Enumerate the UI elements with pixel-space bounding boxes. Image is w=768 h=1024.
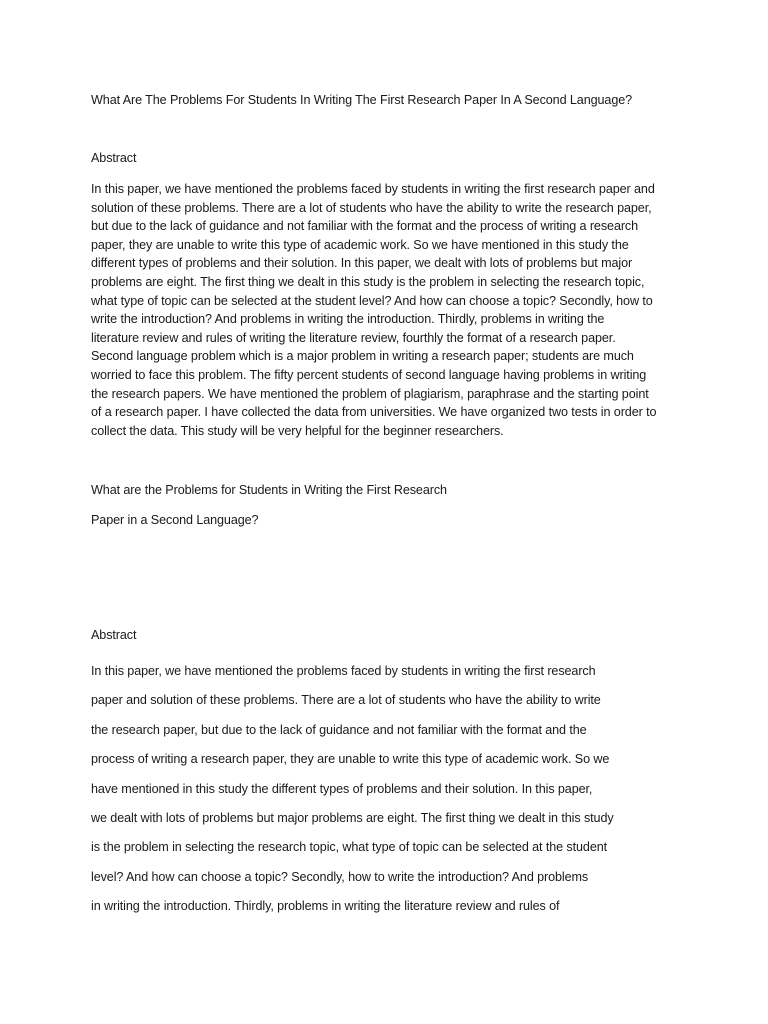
paragraph-line: of a research paper. I have collected the data from universities. We have organized two tests in order to xyxy=(91,405,657,420)
paragraph-line: level? And how can choose a topic? Secondly, how to write the introduction? And problems xyxy=(91,869,589,884)
paragraph-line: solution of these problems. There are a lot of students who have the ability to write the research paper, xyxy=(91,200,652,215)
paragraph-line: we dealt with lots of problems but major problems are eight. The first thing we dealt in this study xyxy=(91,811,614,826)
paragraph-line: In this paper, we have mentioned the problems faced by students in writing the first research xyxy=(91,664,596,678)
paragraph-line: write the introduction? And problems in writing the introduction. Thirdly, problems in writing the xyxy=(91,312,605,327)
abstract-heading: Abstract xyxy=(91,151,137,165)
abstract-heading: Abstract xyxy=(91,628,137,642)
document-title: What Are The Problems For Students In Writing The First Research Paper In A Second Language? xyxy=(91,93,633,107)
section-title-line: Paper in a Second Language? xyxy=(91,513,259,527)
paragraph-line: worried to face this problem. The fifty percent students of second language having problems in writing xyxy=(91,367,647,382)
paragraph-line: Second language problem which is a major problem in writing a research paper; students are much xyxy=(91,349,634,364)
paragraph-line: paper and solution of these problems. There are a lot of students who have the ability to write xyxy=(91,693,601,708)
paragraph-line: but due to the lack of guidance and not familiar with the format and the process of writing a research xyxy=(91,219,639,234)
paragraph-line: paper, they are unable to write this type of academic work. So we have mentioned in this study the xyxy=(91,237,629,252)
paragraph-line: process of writing a research paper, they are unable to write this type of academic work. So we xyxy=(91,752,610,767)
paragraph-line: the research papers. We have mentioned the problem of plagiarism, paraphrase and the starting point xyxy=(91,386,649,401)
paragraph-line: collect the data. This study will be very helpful for the beginner researchers. xyxy=(91,423,504,438)
paragraph-line: problems are eight. The first thing we dealt in this study is the problem in selecting the research topic, xyxy=(91,274,645,289)
section-title-line: What are the Problems for Students in Writing the First Research xyxy=(91,483,447,497)
abstract-paragraph-double-spaced xyxy=(91,657,691,922)
abstract-paragraph xyxy=(91,180,691,440)
paragraph-line: literature review and rules of writing the literature review, fourthly the format of a research paper. xyxy=(91,330,616,345)
paragraph-line: in writing the introduction. Thirdly, problems in writing the literature review and rules of xyxy=(91,899,560,914)
paragraph-line: In this paper, we have mentioned the problems faced by students in writing the first research paper and xyxy=(91,182,655,196)
paragraph-line: is the problem in selecting the research topic, what type of topic can be selected at the student xyxy=(91,840,608,855)
paragraph-line: what type of topic can be selected at the student level? And how can choose a topic? Secondly, how to xyxy=(91,293,653,308)
paragraph-line: have mentioned in this study the different types of problems and their solution. In this paper, xyxy=(91,781,593,796)
paragraph-line: different types of problems and their solution. In this paper, we dealt with lots of problems but major xyxy=(91,256,633,271)
paragraph-line: the research paper, but due to the lack of guidance and not familiar with the format and the xyxy=(91,722,587,737)
